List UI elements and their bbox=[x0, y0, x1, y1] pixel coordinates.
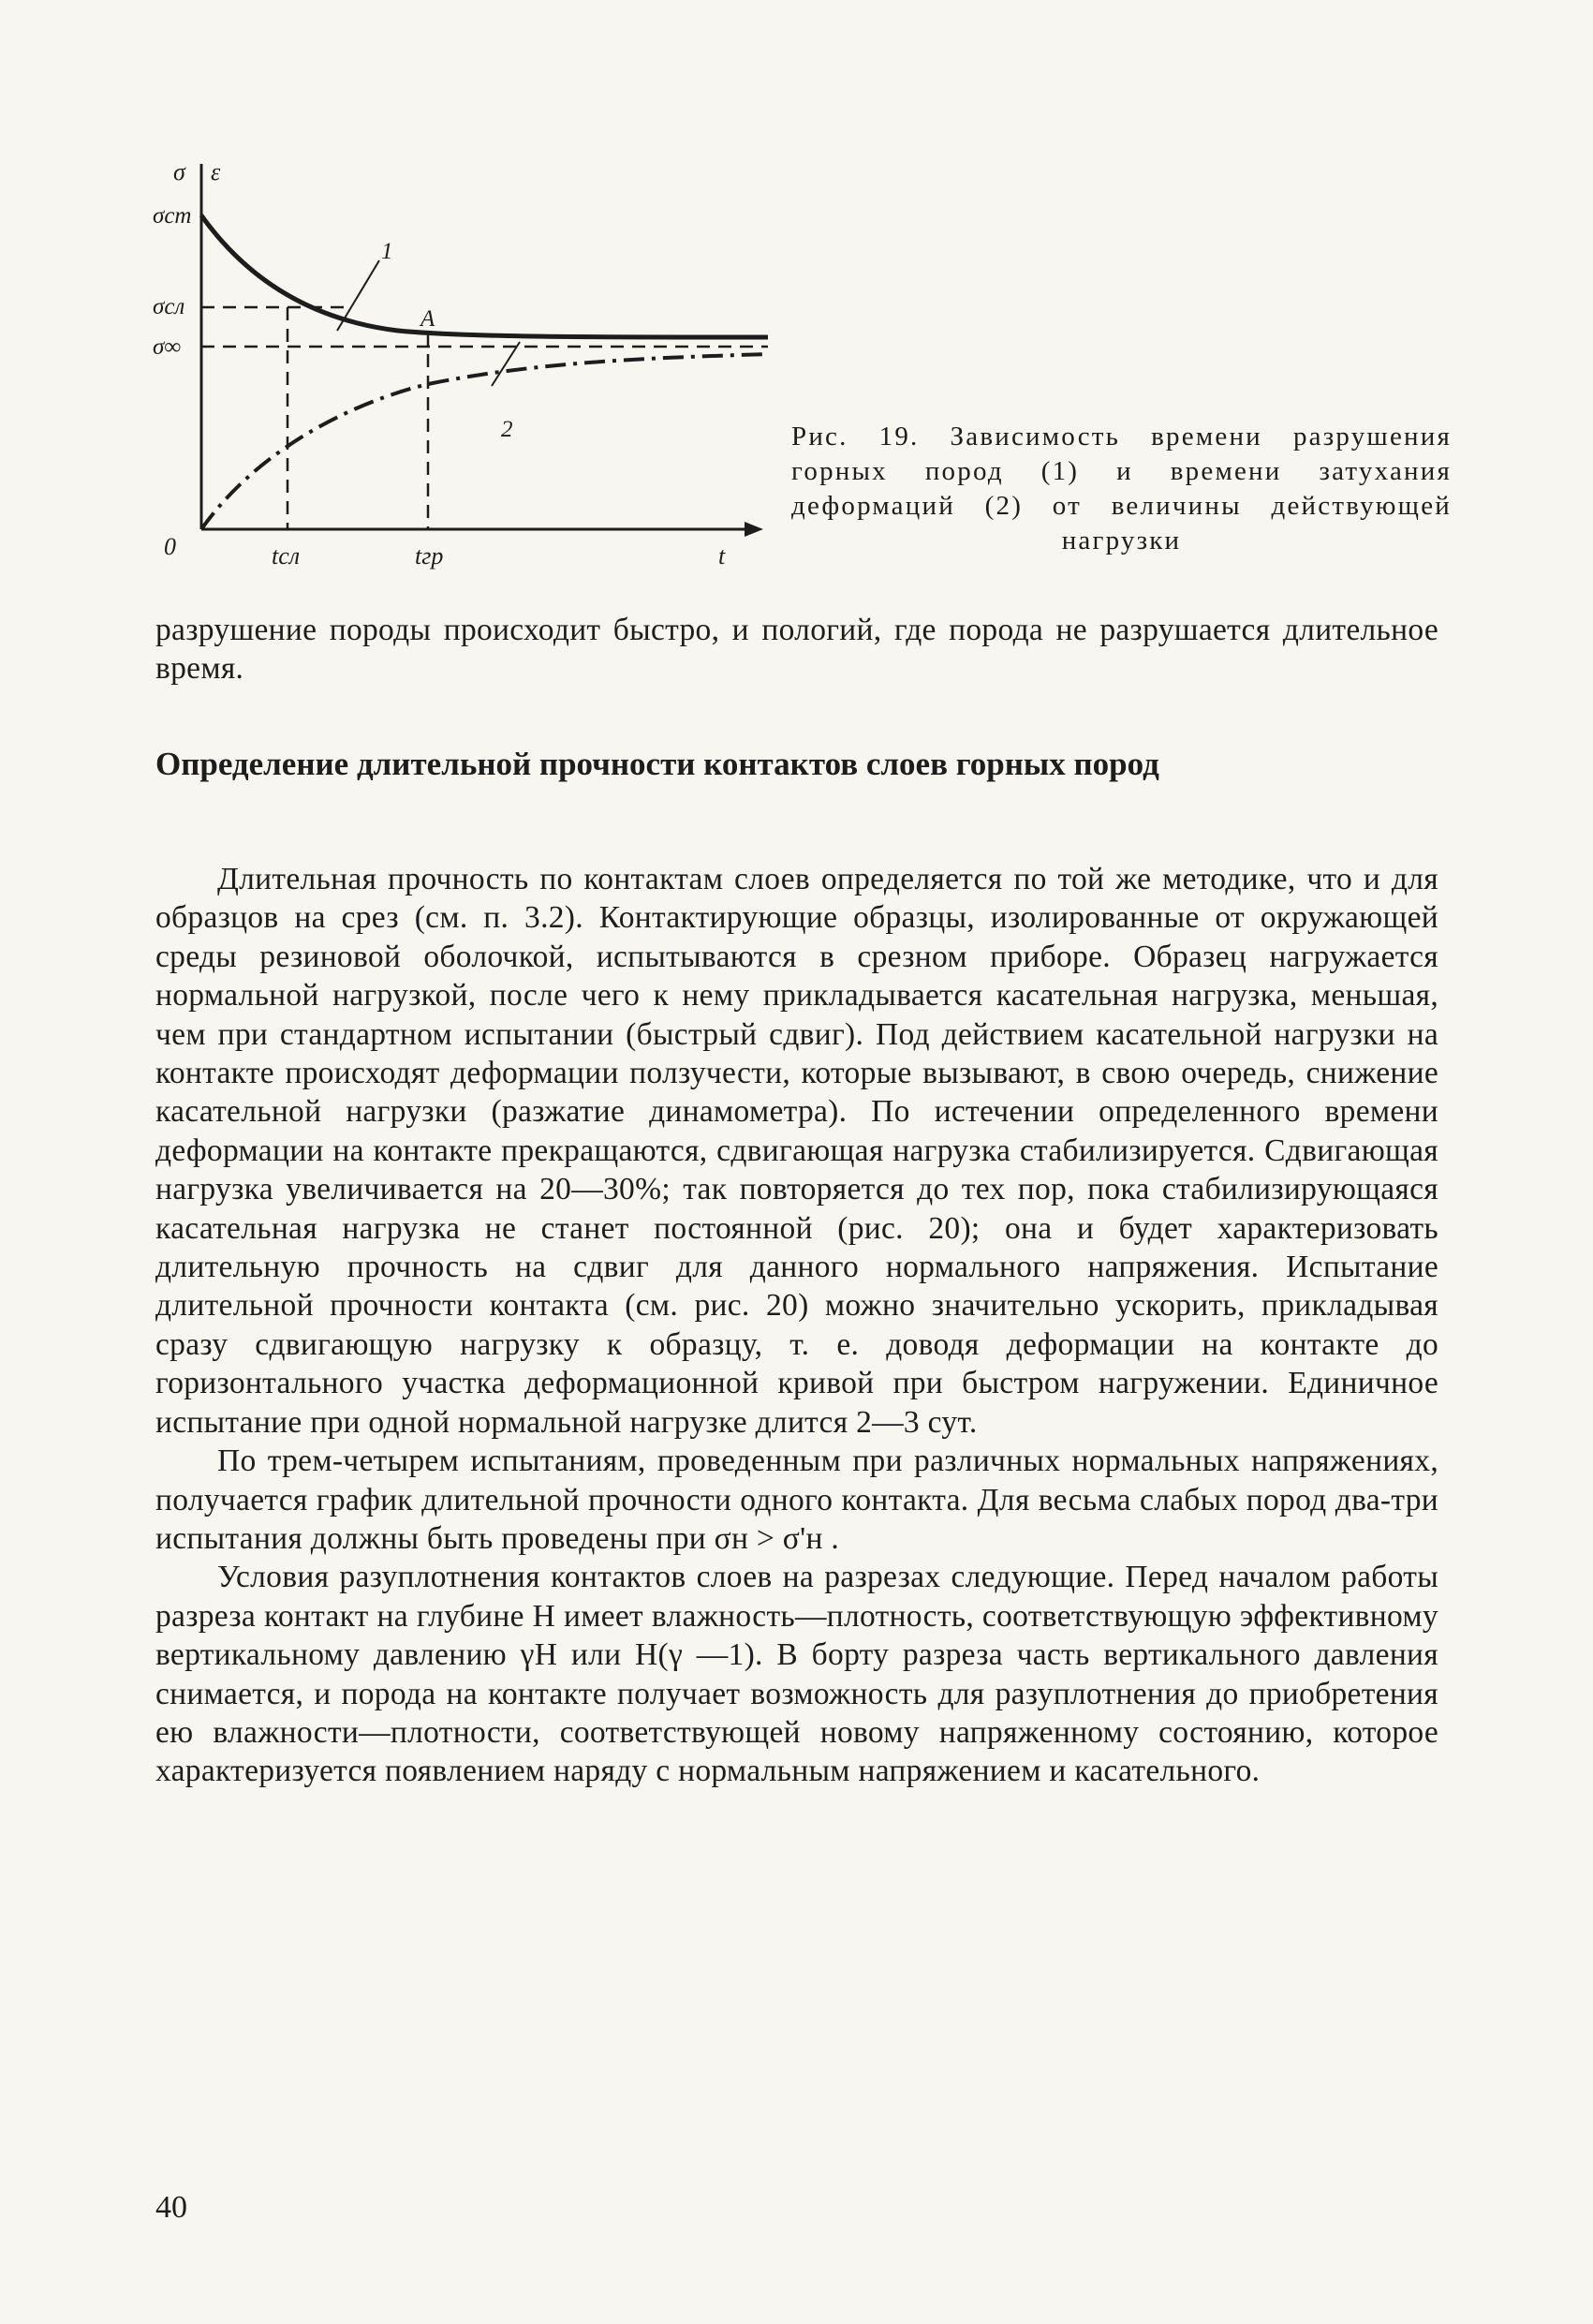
intro-text: разрушение породы происходит быстро, и пологий, где порода не разрушается длительное время. bbox=[155, 613, 1438, 687]
figure-caption: Рис. 19. Зависимость времени разрушения горных пород (1) и времени затухания деформаций (2) от величины действующей нагрузки bbox=[791, 422, 1452, 555]
paragraph-3: Условия разуплотнения контактов слоев на разрезах следующие. Перед началом работы разреза контакт на глубине H имеет влажность—плотность, соответствующую эффективному вертикальному давлению γH или H(γ —1). В борту разреза часть вертикального давления снимается, и порода на контакте получает возможность для разуплотнения до приобретения ею влажности—плотности, соответствующей новому напряженному состоянию, которое характеризуется появлением наряду с нормальным напряжением и касательного. bbox=[155, 1560, 1438, 1789]
x-axis-arrow-icon bbox=[745, 522, 763, 537]
intro-paragraph bbox=[155, 611, 1438, 688]
label-sigma-st: σст bbox=[153, 203, 192, 229]
paragraph-2: По трем-четырем испытаниям, проведенным при различных нормальных напряжениях, получается график длительной прочности одного контакта. Для весьма слабых пород два-три испытания должны быть проведены при σн > σ'н . bbox=[155, 1443, 1438, 1556]
paragraph-1: Длительная прочность по контактам слоев определяется по той же методике, что и для образцов на срез (см. п. 3.2). Контактирующие образцы, изолированные от окружающей среды резиновой оболочкой, испытываются в срезном приборе. Образец нагружается нормальной нагрузкой, после чего к нему прикладывается касательная нагрузка, меньшая, чем при стандартном испытании (быстрый сдвиг). Под действием касательной нагрузки на контакте происходят деформации ползучести, которые вызывают, в свою очередь, снижение касательной нагрузки (разжатие динамометра). По истечении определенного времени деформации на контакте прекращаются, сдвигающая нагрузка стабилизируется. Сдвигающая нагрузка увеличивается на 20—30%; так повторяется до тех пор, пока стабилизирующаяся касательная нагрузка не станет постоянной (рис. 20); она и будет характеризовать длительную прочность на сдвиг для данного нормального напряжения. Испытание длительной прочности контакта (см. рис. 20) можно значительно ускорить, прикладывая сразу сдвигающую нагрузку к образцу, т. е. доводя деформации на контакте до горизонтального участка деформационной кривой при быстром нагружении. Единичное испытание при одной нормальной нагрузке длится 2—3 сут. bbox=[155, 862, 1438, 1440]
label-t: t bbox=[718, 542, 726, 570]
curve-1-leader bbox=[337, 260, 379, 331]
label-epsilon: ε bbox=[211, 158, 221, 185]
label-point-a: A bbox=[420, 306, 435, 332]
page-number: 40 bbox=[155, 2190, 187, 2225]
body-text bbox=[155, 860, 1438, 1791]
label-t-gr: tгр bbox=[415, 542, 444, 570]
section-heading: Определение длительной прочности контактов слоев горных пород bbox=[155, 746, 1159, 782]
label-origin: 0 bbox=[164, 533, 176, 560]
label-sigma: σ bbox=[173, 158, 185, 185]
label-curve-1: 1 bbox=[381, 239, 393, 264]
label-sigma-sl: σсл bbox=[153, 294, 185, 319]
curve-2-leader bbox=[492, 342, 520, 386]
label-curve-2: 2 bbox=[501, 417, 513, 442]
label-sigma-inf: σ∞ bbox=[153, 334, 182, 360]
label-t-sl: tсл bbox=[272, 542, 301, 570]
